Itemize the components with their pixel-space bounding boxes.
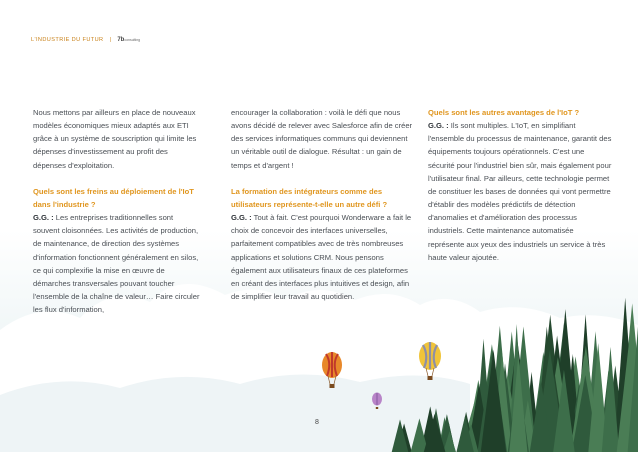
answer-text: Ils sont multiples. L'IoT, en simplifiant l'ensemble du processus de maintenance, garantit des équipements toujours opérationnels. C'est une sécurité pour l'industriel bien sûr, mais également pour l'utilisateur final. Par ailleurs, cette technologie permet de constituer les bases de données qui vont permettre d'établir des modèles prédictifs de détection d'anomalies et d'amélioration des processus industriels. Cette maintenance automatisée représente aux yeux des industriels un service à très haute valeur ajoutée. — [428, 121, 612, 262]
answer-paragraph — [231, 211, 415, 303]
logo-wordmark: consulting — [124, 38, 141, 42]
answer-paragraph — [33, 211, 201, 316]
speaker-label: G.G. : — [33, 213, 54, 223]
section-title: L'INDUSTRIE DU FUTUR — [31, 37, 104, 43]
answer-paragraph — [428, 119, 612, 264]
paragraph: Nous mettons par ailleurs en place de nouveaux modèles économiques mieux adaptés aux ETI grâce à un système de souscription qui limite les dépenses d'investissement au profit des dépenses d'exploitation. — [33, 108, 197, 170]
text-column-2 — [231, 106, 415, 303]
answer-text: Les entreprises traditionnelles sont souvent cloisonnées. Les activités de production, de maintenance, de direction des systèmes d'information fonctionnent généralement en silos, ce qui complexifie la mise en œuvre de démarches transversales pouvant toucher l'ensemble de la chaîne de valeur… Faire circuler les flux d'information, — [33, 213, 200, 315]
running-header — [31, 37, 140, 43]
header-separator: | — [109, 37, 112, 43]
answer-text: Tout à fait. C'est pourquoi Wonderware a fait le choix de concevoir des interfaces universelles, parfaitement compatibles avec de très nombreuses applications et solutions CRM. Nous pensons également aux utilisateurs finaux de ces plateformes en créant des interfaces plus intuitives et design, afin de simplifier leur travail au quotidien. — [231, 213, 412, 302]
logo-mark: 7b — [117, 37, 125, 43]
text-column-1 — [33, 106, 201, 316]
speaker-label: G.G. : — [231, 213, 252, 223]
page-number: 8 — [315, 419, 319, 426]
brand-logo — [117, 37, 140, 43]
question-heading: Quels sont les freins au déploiement de l'IoT dans l'industrie ? — [33, 186, 194, 209]
question-heading: La formation des intégrateurs comme des utilisateurs représente-t-elle un autre défi ? — [231, 186, 388, 209]
question-heading: Quels sont les autres avantages de l'IoT ? — [428, 108, 580, 117]
text-column-3 — [428, 106, 612, 264]
speaker-label: G.G. : — [428, 121, 449, 131]
paragraph: encourager la collaboration : voilà le défi que nous avons décidé de relever avec Salesforce afin de créer des services informatiques communs qui deviennent un véritable outil de dialogue. Résultat : un gain de temps et d'argent ! — [231, 108, 413, 170]
